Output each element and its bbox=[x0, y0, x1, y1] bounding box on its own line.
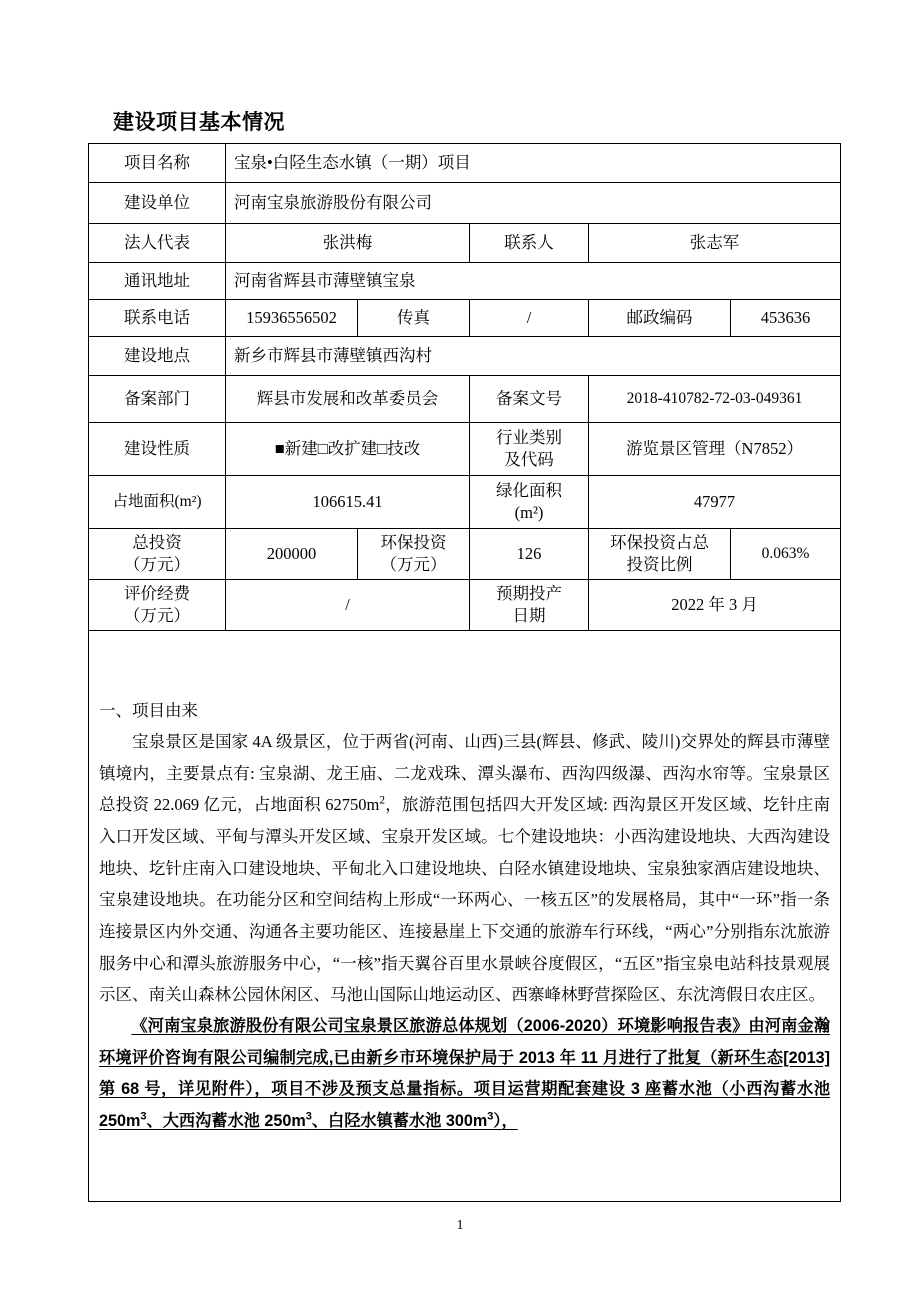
cell-value-postcode: 453636 bbox=[731, 300, 841, 337]
paragraph-1-text-a: 宝泉景区是国家 4A 级景区，位于两省(河南、山西)三县(辉县、修武、陵川)交界处的辉县市薄壁镇境内，主要景点有: 宝泉湖、龙王庙、二龙戏珠、潭头瀑布、西沟四级瀑、西沟水帘等。宝泉景区总投资 22.069 亿元，占地面积 62750m bbox=[99, 731, 831, 815]
paragraph-2-superscript-3: 3 bbox=[487, 1110, 494, 1123]
total-investment-label-line1: 总投资 bbox=[132, 533, 182, 553]
env-ratio-label-line2: 投资比例 bbox=[626, 555, 693, 574]
industry-label-line1: 行业类别 bbox=[496, 428, 562, 448]
table-row-body-text bbox=[89, 631, 841, 1202]
production-date-label-line2: 日期 bbox=[512, 606, 546, 625]
cell-label-eval-fee bbox=[89, 580, 226, 631]
green-area-label-line1: 绿化面积 bbox=[496, 481, 562, 501]
table-row bbox=[89, 183, 841, 224]
cell-label-contact-person: 联系人 bbox=[470, 224, 589, 263]
env-investment-label-line2: （万元） bbox=[380, 555, 447, 574]
paragraph-2-text-c: 、白陉水镇蓄水池 300m bbox=[311, 1111, 488, 1130]
cell-label-nature: 建设性质 bbox=[89, 423, 226, 476]
cell-value-green-area: 47977 bbox=[589, 476, 841, 529]
green-area-label-line2: (m²) bbox=[514, 503, 544, 522]
project-basic-info-table bbox=[88, 143, 841, 1202]
cell-label-land-area: 占地面积(m²) bbox=[89, 476, 226, 529]
cell-label-construction-unit: 建设单位 bbox=[89, 183, 226, 224]
paragraph-approval-history bbox=[99, 1011, 830, 1137]
section-heading: 一、项目由来 bbox=[99, 700, 198, 720]
cell-label-filing-number: 备案文号 bbox=[470, 376, 589, 423]
cell-value-env-investment: 126 bbox=[470, 529, 589, 580]
cell-label-env-investment bbox=[358, 529, 470, 580]
paragraph-project-overview bbox=[99, 726, 830, 1011]
env-ratio-label-line1: 环保投资占总 bbox=[610, 533, 709, 553]
cell-value-industry: 游览景区管理（N7852） bbox=[589, 423, 841, 476]
paragraph-2-text-a: 《河南宝泉旅游股份有限公司宝泉景区旅游总体规划（2006-2020）环境影响报告表》由河南金瀚环境评价咨询有限公司编制完成,已由新乡市环境保护局于 2013 年 11 月进行了批复（新环生态[2013]第 68 号，详见附件），项目不涉及预支总量指标。项目运营期配套建设 3 座蓄水池（小西沟蓄水池 250m bbox=[99, 1017, 831, 1130]
cell-label-legal-rep: 法人代表 bbox=[89, 224, 226, 263]
table-row bbox=[89, 529, 841, 580]
cell-value-phone: 15936556502 bbox=[226, 300, 358, 337]
cell-label-address: 通讯地址 bbox=[89, 263, 226, 300]
cell-value-total-investment: 200000 bbox=[226, 529, 358, 580]
paragraph-1-text-b: ，旅游范围包括四大开发区域: 西沟景区开发区域、圪针庄南入口开发区域、平甸与潭头开发区域、宝泉开发区域。七个建设地块：小西沟建设地块、大西沟建设地块、圪针庄南入口建设地块、平甸北入口建设地块、白陉水镇建设地块、宝泉独家酒店建设地块、宝泉建设地块。在功能分区和空间结构上形成“一环两心、一核五区”的发展格局，其中“一环”指一条连接景区内外交通、沟通各主要功能区、连接悬崖上下交通的旅游车行环线，“两心”分别指东沈旅游服务中心和潭头旅游服务中心，“一核”指天翼谷百里水景峡谷度假区，“五区”指宝泉电站科技景观展示区、南关山森林公园休闲区、马池山国际山地运动区、西寨峰林野营探险区、东沈湾假日农庄区。 bbox=[99, 795, 831, 1005]
cell-label-site: 建设地点 bbox=[89, 337, 226, 376]
table-row bbox=[89, 300, 841, 337]
cell-value-construction-unit: 河南宝泉旅游股份有限公司 bbox=[226, 183, 841, 224]
cell-label-phone: 联系电话 bbox=[89, 300, 226, 337]
eval-fee-label-line1: 评价经费 bbox=[124, 584, 190, 604]
cell-label-fax: 传真 bbox=[358, 300, 470, 337]
cell-value-land-area: 106615.41 bbox=[226, 476, 470, 529]
total-investment-label-line2: （万元） bbox=[124, 555, 190, 574]
table-row bbox=[89, 224, 841, 263]
paragraph-2-text-d: ）， bbox=[493, 1111, 518, 1130]
cell-label-total-investment bbox=[89, 529, 226, 580]
cell-value-legal-rep: 张洪梅 bbox=[226, 224, 470, 263]
cell-label-green-area bbox=[470, 476, 589, 529]
table-row bbox=[89, 476, 841, 529]
cell-label-env-ratio bbox=[589, 529, 731, 580]
cell-project-origin-body bbox=[89, 631, 841, 1202]
cell-label-production-date bbox=[470, 580, 589, 631]
industry-label-line2: 及代码 bbox=[504, 450, 554, 469]
cell-value-production-date: 2022 年 3 月 bbox=[589, 580, 841, 631]
cell-value-nature: ■新建□改扩建□技改 bbox=[226, 423, 470, 476]
cell-label-industry bbox=[470, 423, 589, 476]
cell-value-contact-person: 张志军 bbox=[589, 224, 841, 263]
env-investment-label-line1: 环保投资 bbox=[380, 533, 447, 553]
cell-value-site: 新乡市辉县市薄壁镇西沟村 bbox=[226, 337, 841, 376]
cell-label-postcode: 邮政编码 bbox=[589, 300, 731, 337]
production-date-label-line1: 预期投产 bbox=[496, 584, 562, 604]
table-row bbox=[89, 337, 841, 376]
table-row bbox=[89, 144, 841, 183]
cell-value-env-ratio: 0.063% bbox=[731, 529, 841, 580]
paragraph-1-superscript: 2 bbox=[379, 794, 385, 807]
cell-label-project-name: 项目名称 bbox=[89, 144, 226, 183]
paragraph-2-superscript-2: 3 bbox=[305, 1110, 312, 1123]
cell-label-filing-dept: 备案部门 bbox=[89, 376, 226, 423]
cell-value-filing-number: 2018-410782-72-03-049361 bbox=[589, 376, 841, 423]
paragraph-2-text-b: 、大西沟蓄水池 250m bbox=[146, 1111, 306, 1130]
cell-value-eval-fee: / bbox=[226, 580, 470, 631]
table-row bbox=[89, 376, 841, 423]
cell-value-filing-dept: 辉县市发展和改革委员会 bbox=[226, 376, 470, 423]
page-number: 1 bbox=[456, 1218, 464, 1233]
table-row bbox=[89, 263, 841, 300]
table-row bbox=[89, 423, 841, 476]
cell-value-address: 河南省辉县市薄壁镇宝泉 bbox=[226, 263, 841, 300]
cell-value-fax: / bbox=[470, 300, 589, 337]
eval-fee-label-line2: （万元） bbox=[124, 606, 190, 625]
cell-value-project-name: 宝泉•白陉生态水镇（一期）项目 bbox=[226, 144, 841, 183]
page-title: 建设项目基本情况 bbox=[113, 111, 285, 134]
paragraph-2-superscript-1: 3 bbox=[140, 1110, 147, 1123]
table-row bbox=[89, 580, 841, 631]
